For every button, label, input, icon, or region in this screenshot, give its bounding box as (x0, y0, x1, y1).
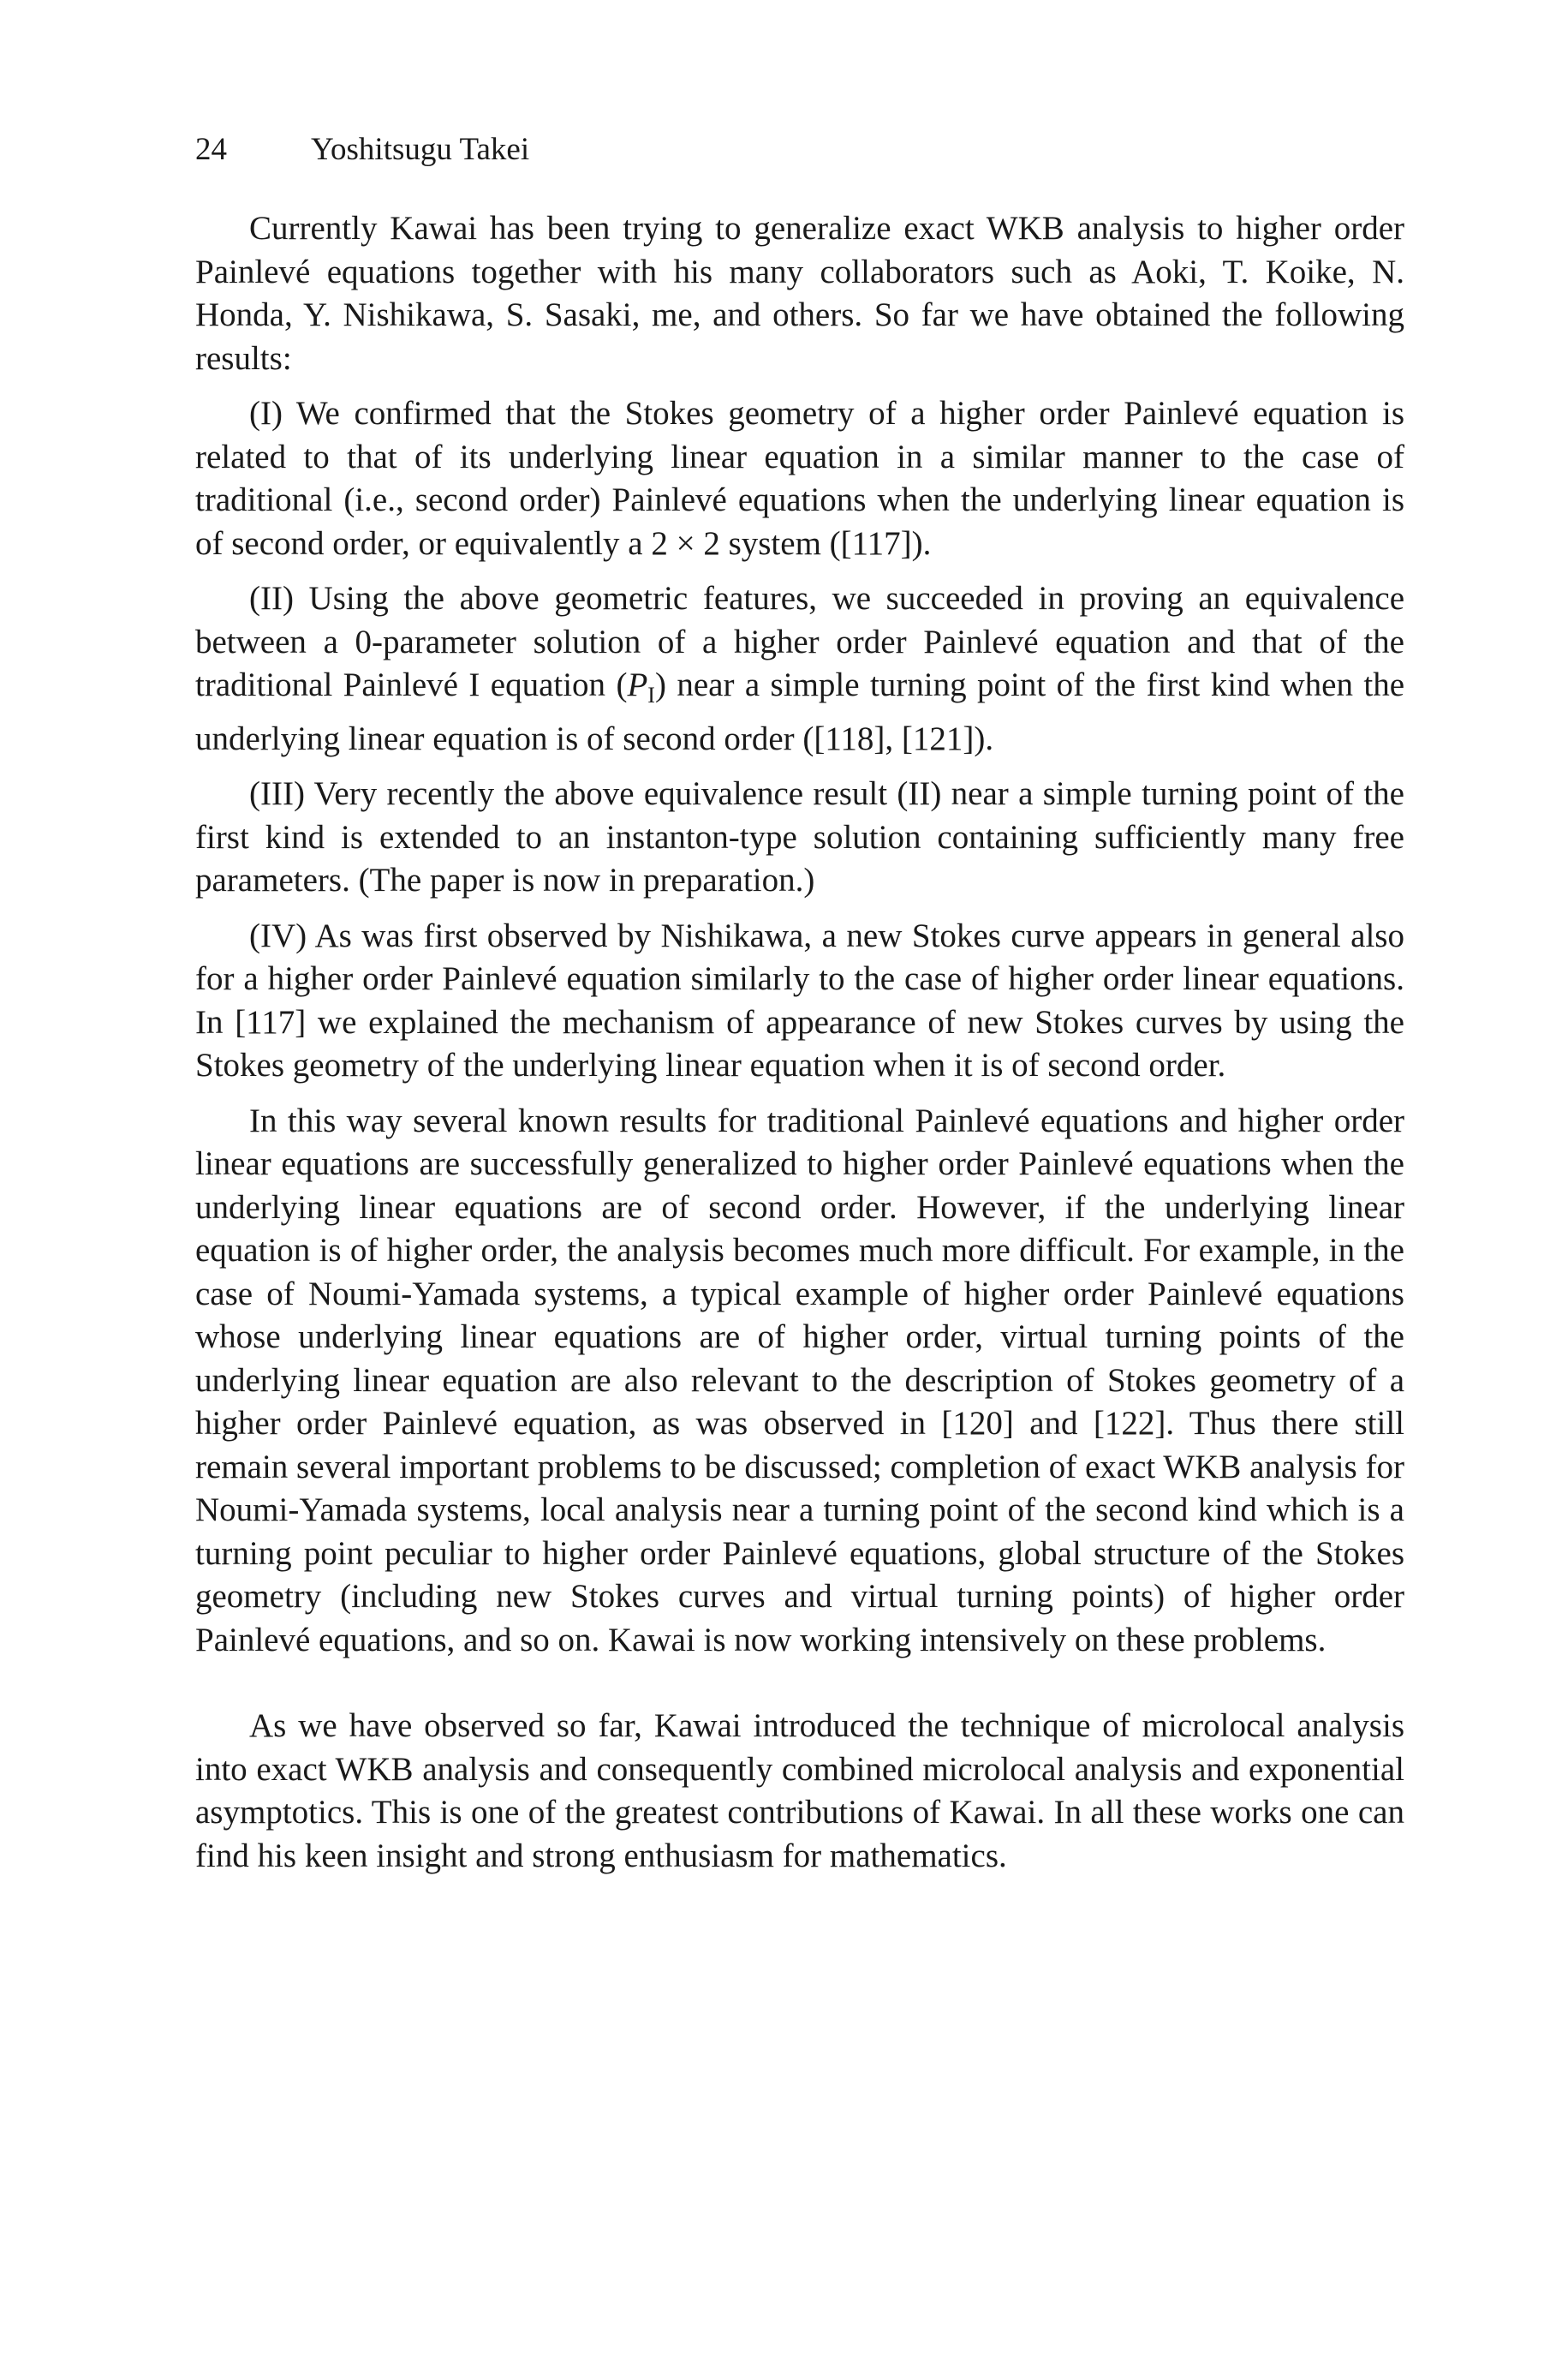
painleve-i-symbol: $P_I$ (627, 666, 655, 708)
painleve-i-subscript: I (647, 683, 655, 708)
result-item-1: (I) We confirmed that the Stokes geometry of a higher order Painlevé equation is related to that of its underlying linear equation in a similar manner to the case of traditional (i.e., second order) Painlevé equations when the underlying linear equation is of second order, or equivalently a 2 × 2 system ([117]). (195, 395, 1404, 562)
result-item-2 (195, 577, 1404, 761)
paragraph-summary: In this way several known results for traditional Painlevé equations and higher order linear equations are successfully generalized to higher order Painlevé equations when the underlying linear equations are of second order. However, if the underlying linear equation is of higher order, the analysis becomes much more difficult. For example, in the case of Noumi-Yamada systems, a typical example of higher order Painlevé equations whose underlying linear equations are of higher order, virtual turning points of the underlying linear equation are also relevant to the description of Stokes geometry of a higher order Painlevé equation, as was observed in [120] and [122]. Thus there still remain several important problems to be discussed; completion of exact WKB analysis for Noumi-Yamada systems, local analysis near a turning point of the second kind which is a turning point peculiar to higher order Painlevé equations, global structure of the Stokes geometry (including new Stokes curves and virtual turning points) of higher order Painlevé equations, and so on. Kawai is now working intensively on these problems. (195, 1102, 1404, 1658)
result-item-4: (IV) As was first observed by Nishikawa, a new Stokes curve appears in general also for a higher order Painlevé equation similarly to the case of higher order linear equations. In [117] we explained the mechanism of appearance of new Stokes curves by using the Stokes geometry of the underlying linear equation when it is of second order. (195, 917, 1404, 1084)
body-text (195, 207, 1404, 1890)
result-item-2-text-a: (II) Using the above geometric features, we succeeded in proving an equivalence between a 0-parameter solution of a higher order Painlevé equation and that of the traditional Painlevé I equation ( (195, 580, 1404, 703)
running-head-author: Yoshitsugu Takei (311, 132, 530, 167)
result-item-2-text-b: ) near a simple turning point of the first kind when the underlying linear equation is of second order ([118], [121]). (195, 666, 1405, 757)
running-head (195, 128, 529, 171)
result-item-3: (III) Very recently the above equivalence result (II) near a simple turning point of the first kind is extended to an instanton-type solution containing sufficiently many free parameters. (The paper is now in preparation.) (195, 775, 1404, 899)
page-number: 24 (195, 132, 227, 167)
paragraph-intro: Currently Kawai has been trying to generalize exact WKB analysis to higher order Painlevé equations together with his many collaborators such as Aoki, T. Koike, N. Honda, Y. Nishikawa, S. Sasaki, me, and others. So far we have obtained the following results: (195, 210, 1404, 377)
paragraph-conclusion: As we have observed so far, Kawai introduced the technique of microlocal analysis into exact WKB analysis and consequently combined microlocal analysis and exponential asymptotics. This is one of the greatest contributions of Kawai. In all these works one can find his keen insight and strong enthusiasm for mathematics. (195, 1707, 1404, 1874)
